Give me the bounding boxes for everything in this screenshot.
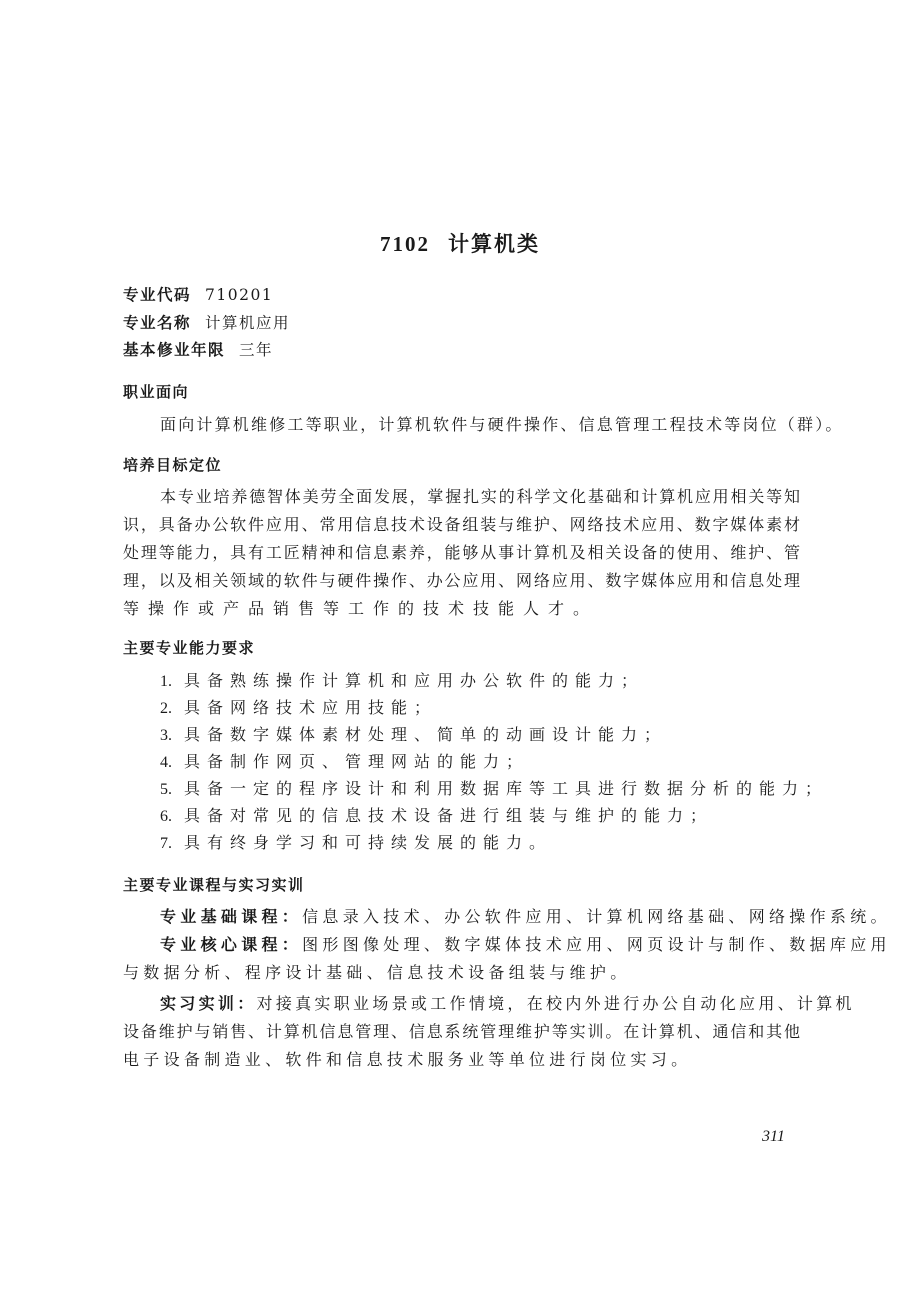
ability-item: [160, 725, 667, 746]
ability-item: [160, 806, 713, 827]
item-text: 具备网络技术应用技能；: [184, 698, 438, 717]
section-heading-courses: 主要专业课程与实习实训: [123, 876, 305, 894]
ability-item: [160, 833, 552, 854]
meta-major-name: [123, 313, 290, 333]
core-courses-cont: 与数据分析、程序设计基础、信息技术设备组装与维护。: [123, 963, 631, 982]
internship-line: 电子设备制造业、软件和信息技术服务业等单位进行岗位实习。: [123, 1050, 692, 1069]
section-heading-goal: 培养目标定位: [123, 456, 223, 474]
ability-item: [160, 671, 644, 692]
item-number: 5.: [160, 781, 172, 798]
internship-text: 对接真实职业场景或工作情境，在校内外进行办公自动化应用、计算机: [256, 994, 855, 1013]
item-text: 具备对常见的信息技术设备进行组装与维护的能力；: [184, 806, 714, 825]
internship-line: 设备维护与销售、计算机信息管理、信息系统管理维护等实训。在计算机、通信和其他: [123, 1022, 800, 1041]
goal-line: 本专业培养德智体美劳全面发展，掌握扎实的科学文化基础和计算机应用相关等知: [160, 487, 800, 506]
career-text: 面向计算机维修工等职业，计算机软件与硬件操作、信息管理工程技术等岗位（群）。: [160, 415, 844, 434]
core-courses: [160, 935, 891, 955]
internship-label: 实习实训：: [160, 994, 257, 1013]
item-number: 7.: [160, 835, 172, 852]
ability-item: [160, 779, 828, 800]
meta-label: 专业名称: [123, 314, 192, 332]
meta-value: 三年: [239, 341, 274, 359]
item-number: 4.: [160, 754, 172, 771]
core-courses-label: 专业核心课程：: [160, 935, 303, 954]
item-text: 具有终身学习和可持续发展的能力。: [184, 833, 553, 852]
goal-line: 理，以及相关领域的软件与硬件操作、办公应用、网络应用、数字媒体应用和信息处理: [123, 571, 800, 590]
basic-courses-text: 信息录入技术、办公软件应用、计算机网络基础、网络操作系统。: [302, 907, 891, 926]
ability-item: [160, 752, 529, 773]
item-number: 2.: [160, 700, 172, 717]
goal-line: 处理等能力，具有工匠精神和信息素养，能够从事计算机及相关设备的使用、维护、管: [123, 543, 800, 562]
item-number: 3.: [160, 727, 172, 744]
meta-label: 专业代码: [123, 286, 192, 304]
item-number: 6.: [160, 808, 172, 825]
meta-value: 710201: [205, 286, 274, 304]
item-text: 具备一定的程序设计和利用数据库等工具进行数据分析的能力；: [184, 779, 829, 798]
section-heading-abilities: 主要专业能力要求: [123, 639, 256, 657]
page-number: 311: [762, 1128, 785, 1145]
goal-line: 等操作或产品销售等工作的技术技能人才。: [123, 599, 599, 618]
meta-major-code: [123, 285, 273, 305]
category-code: 7102: [380, 232, 430, 256]
basic-courses: [160, 907, 891, 927]
meta-label: 基本修业年限: [123, 341, 226, 359]
meta-duration: [123, 340, 273, 360]
page-title: [0, 228, 920, 258]
core-courses-text: 图形图像处理、数字媒体技术应用、网页设计与制作、数据库应用: [302, 935, 891, 954]
goal-line: 识，具备办公软件应用、常用信息技术设备组装与维护、网络技术应用、数字媒体素材: [123, 515, 800, 534]
item-text: 具备熟练操作计算机和应用办公软件的能力；: [184, 671, 645, 690]
item-text: 具备制作网页、管理网站的能力；: [184, 752, 530, 771]
item-number: 1.: [160, 673, 172, 690]
internship: [160, 994, 855, 1014]
category-name: 计算机类: [448, 231, 540, 256]
meta-value: 计算机应用: [205, 314, 291, 332]
section-heading-career: 职业面向: [123, 383, 190, 401]
ability-item: [160, 698, 437, 719]
item-text: 具备数字媒体素材处理、简单的动画设计能力；: [184, 725, 668, 744]
basic-courses-label: 专业基础课程：: [160, 907, 303, 926]
